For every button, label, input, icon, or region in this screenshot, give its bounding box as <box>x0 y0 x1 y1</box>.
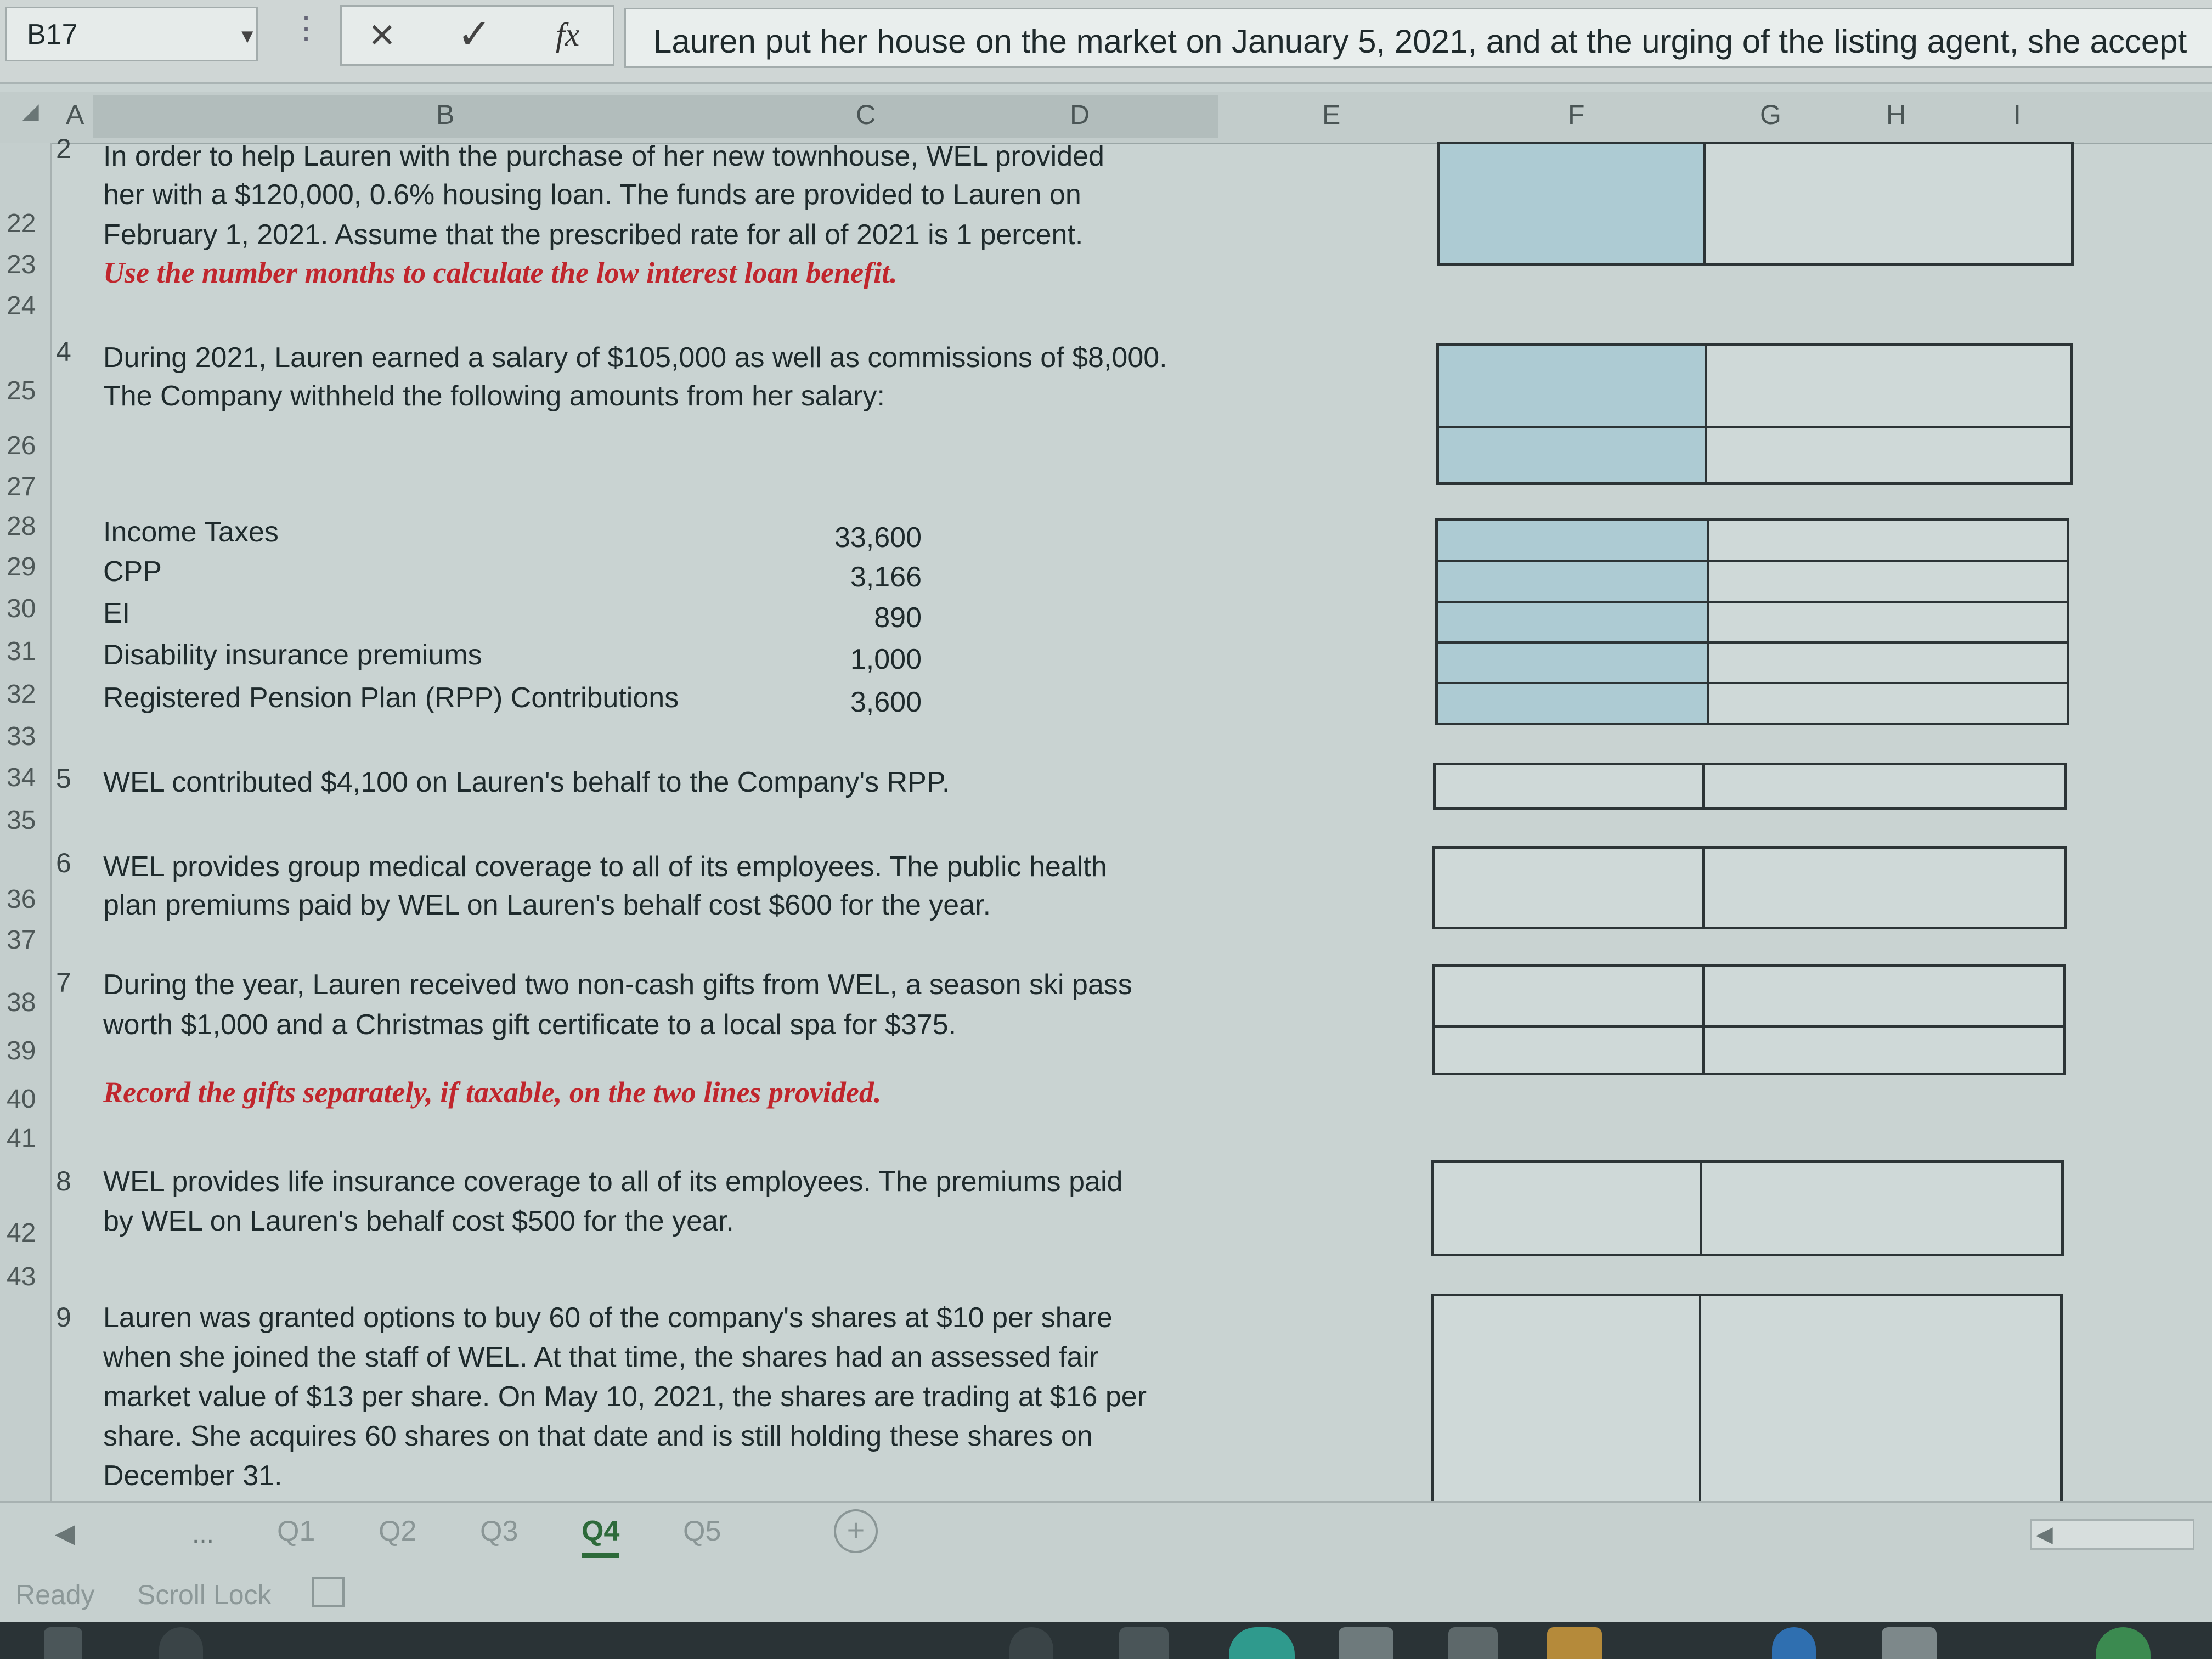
withholding-amount: 890 <box>874 602 922 634</box>
question-text-line: February 1, 2021. Assume that the prescribed rate for all of 2021 is 1 percent. <box>103 219 1084 251</box>
add-sheet-button[interactable]: + <box>834 1509 878 1553</box>
vertical-dots-icon[interactable]: ⋮ <box>291 10 321 45</box>
sheet-tab-bar <box>0 1501 2212 1568</box>
question-text-line: her with a $120,000, 0.6% housing loan. The funds are provided to Lauren on <box>103 179 1081 211</box>
answer-box-q7[interactable] <box>1432 964 2066 1075</box>
answer-box-divider <box>1699 1296 1701 1513</box>
column-header-a[interactable]: A <box>66 99 84 130</box>
answer-box-q5[interactable] <box>1433 763 2067 810</box>
question-number: 8 <box>56 1166 71 1197</box>
question-text-line: WEL contributed $4,100 on Lauren's behalf to the Company's RPP. <box>103 766 950 798</box>
answer-row-divider <box>1438 601 2067 603</box>
tab-q3[interactable]: Q3 <box>480 1515 518 1547</box>
withholding-label: Registered Pension Plan (RPP) Contributions <box>103 682 679 714</box>
question-number: 4 <box>56 336 71 367</box>
scroll-tabs-left-icon[interactable]: ◀ <box>55 1519 75 1548</box>
answer-row-divider <box>1435 1025 2063 1028</box>
column-header-d[interactable]: D <box>1070 99 1090 130</box>
answer-box-divider <box>1702 765 1705 807</box>
column-header-c[interactable]: C <box>856 99 876 130</box>
question-text-line: share. She acquires 60 shares on that date and is still holding these shares on <box>103 1420 1093 1452</box>
answer-box-divider <box>1700 1163 1702 1254</box>
more-tabs[interactable]: ... <box>192 1520 215 1549</box>
cancel-x-icon[interactable]: × <box>369 10 395 59</box>
question-text-line: when she joined the staff of WEL. At that time, the shares had an assessed fair <box>103 1341 1099 1373</box>
row-number-33[interactable]: 33 <box>7 722 36 751</box>
tab-q2[interactable]: Q2 <box>379 1515 417 1547</box>
chevron-down-icon[interactable]: ▼ <box>238 25 257 47</box>
tab-q1[interactable]: Q1 <box>277 1515 315 1547</box>
row-number-39[interactable]: 39 <box>7 1036 36 1065</box>
question-text-line: WEL provides group medical coverage to all of its employees. The public health <box>103 851 1107 883</box>
instruction-text: Use the number months to calculate the low interest loan benefit. <box>103 256 898 289</box>
question-text-line: The Company withheld the following amounts from her salary: <box>103 380 885 412</box>
status-mode: Ready <box>15 1579 95 1610</box>
name-box[interactable] <box>5 7 258 61</box>
row-number-37[interactable]: 37 <box>7 926 36 955</box>
question-number: 2 <box>56 133 71 164</box>
column-header-i[interactable]: I <box>2013 99 2021 130</box>
app-icon[interactable] <box>1882 1627 1937 1659</box>
question-text-line: WEL provides life insurance coverage to all of its employees. The premiums paid <box>103 1166 1123 1198</box>
scroll-left-icon[interactable]: ◀ <box>2036 1522 2053 1547</box>
row-number-42[interactable]: 42 <box>7 1218 36 1248</box>
app-icon[interactable] <box>2096 1627 2151 1659</box>
formula-buttons <box>340 5 614 66</box>
withholding-label: Disability insurance premiums <box>103 639 482 671</box>
column-header-b[interactable]: B <box>436 99 455 130</box>
answer-box-withholdings[interactable] <box>1435 518 2069 725</box>
question-text-line: During the year, Lauren received two non-cash gifts from WEL, a season ski pass <box>103 969 1132 1001</box>
column-header-h[interactable]: H <box>1886 99 1906 130</box>
taskbar <box>0 1622 2212 1659</box>
question-number: 7 <box>56 967 71 998</box>
answer-row-divider <box>1438 682 2067 684</box>
row-number-26[interactable]: 26 <box>7 431 36 460</box>
tab-q5[interactable]: Q5 <box>683 1515 721 1547</box>
withholding-label: CPP <box>103 556 162 588</box>
question-number: 5 <box>56 763 71 794</box>
widgets-icon[interactable] <box>1119 1627 1169 1659</box>
question-number: 6 <box>56 848 71 878</box>
edge-browser-icon[interactable] <box>1229 1627 1295 1659</box>
status-bar <box>0 1567 2212 1622</box>
question-text-line: worth $1,000 and a Christmas gift certificate to a local spa for $375. <box>103 1009 957 1041</box>
withholding-amount: 3,600 <box>850 686 922 718</box>
answer-box-q6[interactable] <box>1432 846 2067 929</box>
row-number-38[interactable]: 38 <box>7 988 36 1017</box>
formula-text: Lauren put her house on the market on January 5, 2021, and at the urging of the listing agent, she accept <box>653 23 2187 60</box>
app-icon[interactable] <box>1772 1627 1816 1659</box>
answer-box-divider <box>1702 849 1705 927</box>
question-text-line: December 31. <box>103 1460 283 1492</box>
question-number: 9 <box>56 1302 71 1333</box>
search-icon[interactable] <box>159 1627 203 1659</box>
question-text-line: During 2021, Lauren earned a salary of $105,000 as well as commissions of $8,000. <box>103 342 1167 374</box>
store-icon[interactable] <box>1448 1627 1498 1659</box>
macro-record-icon[interactable] <box>312 1577 345 1607</box>
answer-amount-cell[interactable] <box>1438 521 1707 723</box>
column-header <box>0 92 2212 144</box>
row-number-32[interactable]: 32 <box>7 680 36 709</box>
column-header-g[interactable]: G <box>1760 99 1781 130</box>
answer-row-divider <box>1439 426 2070 428</box>
row-number-43[interactable]: 43 <box>7 1262 36 1291</box>
question-text-line: plan premiums paid by WEL on Lauren's behalf cost $600 for the year. <box>103 889 991 921</box>
row-number-30[interactable]: 30 <box>7 594 36 623</box>
answer-box-divider <box>1702 967 1705 1073</box>
question-text-line: Lauren was granted options to buy 60 of the company's shares at $10 per share <box>103 1302 1113 1334</box>
answer-box-divider <box>1705 346 1707 482</box>
row-number-25[interactable]: 25 <box>7 376 36 405</box>
app-icon[interactable] <box>1339 1627 1393 1659</box>
formula-input[interactable] <box>624 8 2212 68</box>
column-header-f[interactable]: F <box>1568 99 1585 130</box>
answer-box-q2[interactable] <box>1437 142 2074 266</box>
withholding-amount: 33,600 <box>834 522 922 554</box>
question-text-line: by WEL on Lauren's behalf cost $500 for the year. <box>103 1205 734 1237</box>
answer-box-divider <box>1707 521 1709 723</box>
start-icon[interactable] <box>44 1627 82 1659</box>
answer-amount-cell[interactable] <box>1440 144 1703 263</box>
column-header-e[interactable]: E <box>1322 99 1341 130</box>
selected-columns-highlight <box>93 95 1218 138</box>
answer-amount-cell[interactable] <box>1439 346 1705 482</box>
row-number-23[interactable]: 23 <box>7 250 36 279</box>
question-text-line: market value of $13 per share. On May 10, 2021, the shares are trading at $16 per <box>103 1381 1147 1413</box>
row-number-41[interactable]: 41 <box>7 1124 36 1153</box>
answer-row-divider <box>1438 560 2067 562</box>
select-all-icon[interactable]: ◢ <box>22 99 39 123</box>
row-number-31[interactable]: 31 <box>7 637 36 666</box>
withholding-label: EI <box>103 597 131 629</box>
answer-box-q8[interactable] <box>1431 1160 2064 1256</box>
row-number-36[interactable]: 36 <box>7 885 36 914</box>
withholding-amount: 1,000 <box>850 644 922 675</box>
question-text-line: In order to help Lauren with the purchase of her new townhouse, WEL provided <box>103 140 1104 172</box>
row-number-28[interactable]: 28 <box>7 512 36 541</box>
withholding-label: Income Taxes <box>103 516 279 548</box>
tab-q4[interactable]: Q4 <box>582 1515 619 1558</box>
function-fx-icon[interactable]: fx <box>556 16 580 53</box>
answer-row-divider <box>1438 641 2067 644</box>
row-number-24[interactable]: 24 <box>7 291 36 320</box>
enter-check-icon[interactable]: ✓ <box>457 11 492 58</box>
file-explorer-icon[interactable] <box>1547 1627 1602 1659</box>
formula-bar <box>0 0 2212 84</box>
row-number-35[interactable]: 35 <box>7 806 36 835</box>
status-scroll-lock: Scroll Lock <box>137 1579 272 1610</box>
horizontal-scrollbar[interactable] <box>2030 1519 2194 1550</box>
withholding-amount: 3,166 <box>850 561 922 593</box>
row-number-29[interactable]: 29 <box>7 552 36 582</box>
answer-box-q9[interactable] <box>1431 1294 2063 1513</box>
row-number-40[interactable]: 40 <box>7 1085 36 1114</box>
row-number-34[interactable]: 34 <box>7 763 36 792</box>
row-number-27[interactable]: 27 <box>7 472 36 501</box>
instruction-text: Record the gifts separately, if taxable, on the two lines provided. <box>103 1076 882 1109</box>
row-number-22[interactable]: 22 <box>7 209 36 238</box>
answer-box-divider <box>1703 144 1706 263</box>
task-view-icon[interactable] <box>1009 1627 1053 1659</box>
answer-box-q4[interactable] <box>1436 343 2073 485</box>
name-box-value: B17 <box>27 19 78 50</box>
